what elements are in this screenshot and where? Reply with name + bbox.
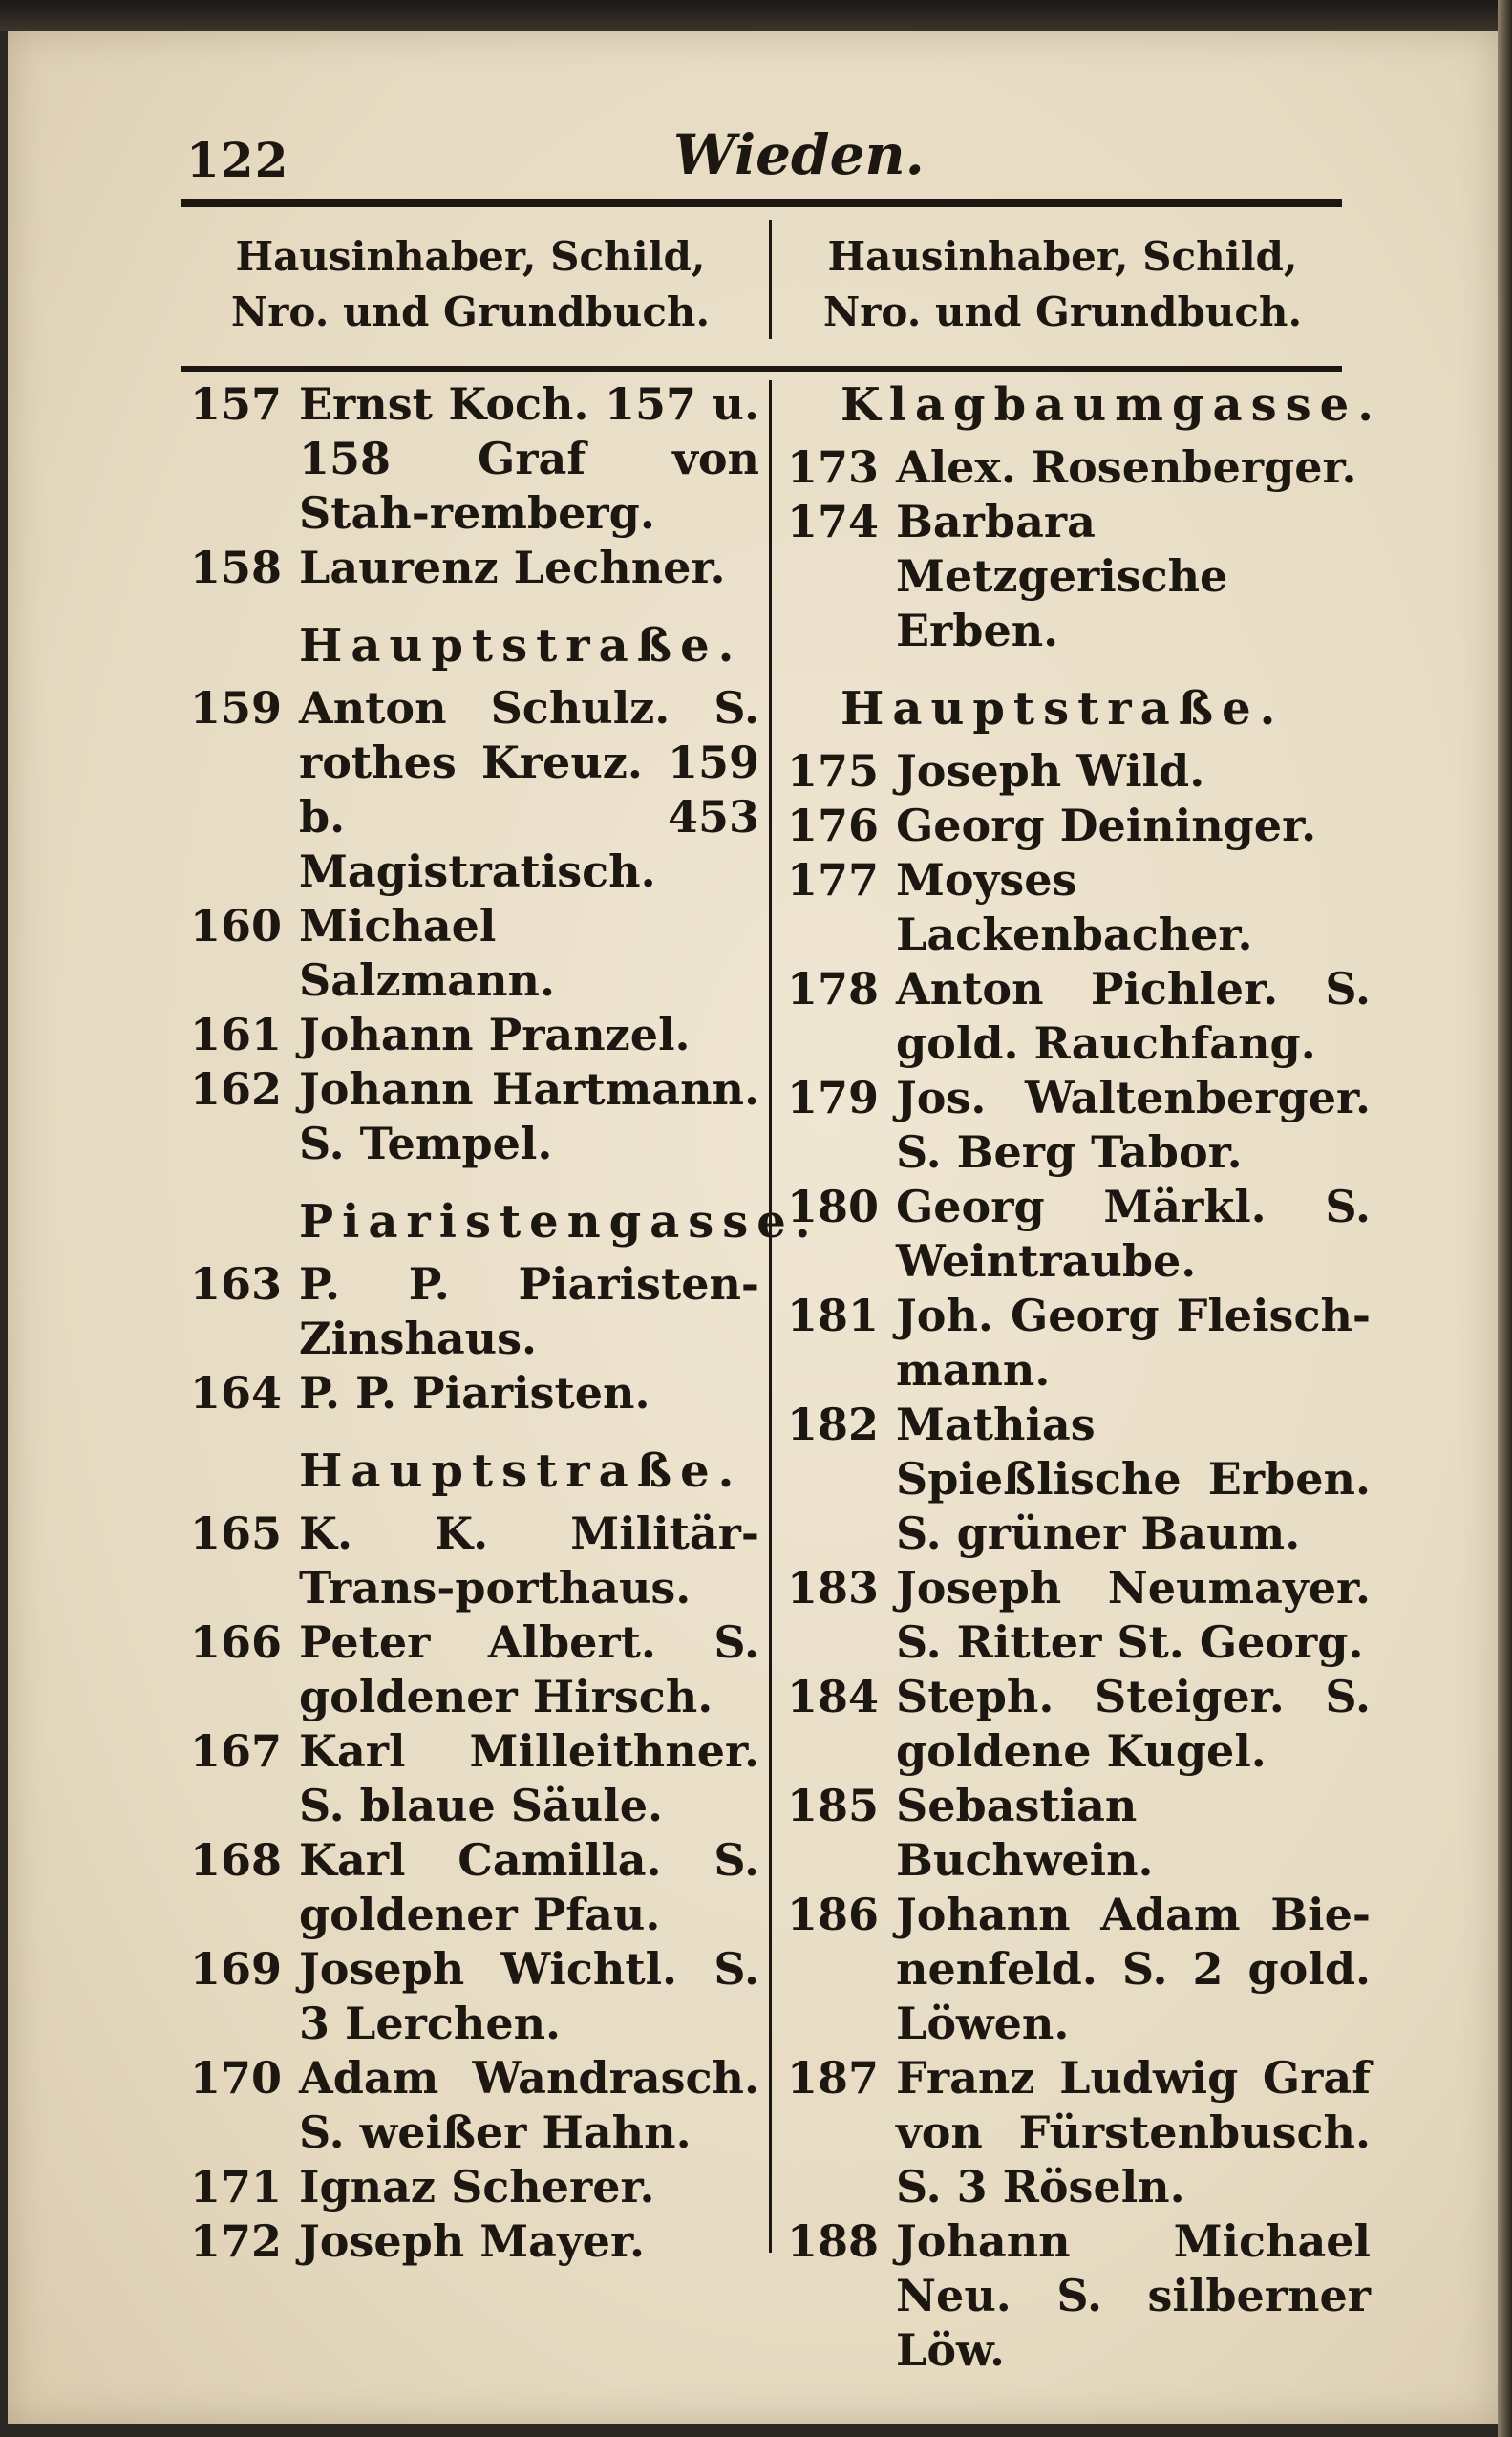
list-item	[186, 2214, 759, 2269]
entry-text: Georg Deininger.	[896, 800, 1317, 851]
entry-text: Joseph Mayer.	[299, 2215, 645, 2267]
entry-text: Alex. Rosenberger.	[896, 441, 1357, 493]
entry-text: P. P. Piaristen-Zinshaus.	[299, 1258, 759, 1364]
house-number: 175	[787, 745, 880, 797]
list-item	[186, 2160, 759, 2214]
house-number: 187	[787, 2052, 880, 2104]
entry-text: Joseph Wichtl. S. 3 Lerchen.	[299, 1943, 759, 2049]
list-item	[186, 377, 759, 541]
top-rule	[181, 199, 1342, 207]
entry-text: Johann Hartmann. S. Tempel.	[299, 1063, 759, 1169]
list-item	[186, 2051, 759, 2160]
entry-text: Barbara Metzgerische Erben.	[896, 496, 1228, 656]
entry-text: Laurenz Lechner.	[299, 542, 726, 593]
list-item	[186, 1507, 759, 1615]
entry-text: Sebastian Buchwein.	[896, 1780, 1154, 1886]
house-number: 162	[190, 1063, 283, 1115]
house-number: 188	[787, 2215, 880, 2267]
house-number: 179	[787, 1072, 880, 1123]
entry-text: P. P. Piaristen.	[299, 1367, 650, 1419]
list-item	[783, 1888, 1371, 2051]
house-number: 174	[787, 496, 880, 547]
list-item	[783, 744, 1371, 799]
entry-text: Joh. Georg Fleisch-mann.	[896, 1290, 1371, 1396]
house-number: 159	[190, 682, 283, 734]
entry-text: Anton Schulz. S. rothes Kreuz. 159 b. 453 Magistratisch.	[299, 682, 759, 897]
entry-text: Peter Albert. S. goldener Hirsch.	[299, 1616, 759, 1722]
entry-text: Joseph Neumayer. S. Ritter St. Georg.	[896, 1562, 1371, 1668]
list-item	[186, 1257, 759, 1366]
house-number: 186	[787, 1889, 880, 1940]
right-column	[783, 377, 1382, 2378]
entry-text: Mathias Spießlische Erben. S. grüner Baum.	[896, 1399, 1371, 1559]
entry-text: Georg Märkl. S. Weintraube.	[896, 1181, 1371, 1287]
list-item	[186, 899, 759, 1008]
list-item	[783, 440, 1371, 495]
list-item	[186, 1062, 759, 1171]
house-number: 161	[190, 1009, 283, 1060]
entry-text: Moyses Lackenbacher.	[896, 854, 1253, 960]
list-item	[783, 1779, 1371, 1888]
list-item	[783, 495, 1371, 658]
entry-text: Ernst Koch. 157 u. 158 Graf von Stah-remberg.	[299, 378, 759, 539]
house-number: 177	[787, 854, 880, 906]
house-number: 185	[787, 1780, 880, 1831]
house-number: 183	[787, 1562, 880, 1614]
list-item	[783, 1289, 1371, 1398]
entry-text: Karl Camilla. S. goldener Pfau.	[299, 1834, 759, 1940]
entry-text: Adam Wandrasch. S. weißer Hahn.	[299, 2052, 759, 2158]
entry-text: Joseph Wild.	[896, 745, 1205, 797]
house-number: 163	[190, 1258, 283, 1310]
column-header-right: Hausinhaber, Schild, Nro. und Grundbuch.	[822, 233, 1303, 335]
house-number: 181	[787, 1290, 880, 1341]
entry-text: Ignaz Scherer.	[299, 2161, 655, 2213]
list-item	[186, 1008, 759, 1062]
section-heading: Hauptstraße.	[299, 1444, 743, 1498]
header-divider	[769, 220, 772, 339]
section-heading: Hauptstraße.	[299, 619, 743, 673]
section-heading: Klagbaumgasse.	[841, 378, 1382, 432]
list-item	[186, 541, 759, 595]
house-number: 182	[787, 1399, 880, 1450]
entry-text: Franz Ludwig Graf von Fürstenbusch. S. 3 Röseln.	[896, 2052, 1371, 2213]
list-item	[783, 1561, 1371, 1670]
column-header-left: Hausinhaber, Schild, Nro. und Grundbuch.	[230, 233, 711, 335]
house-number: 176	[787, 800, 880, 851]
column-divider	[769, 380, 772, 2253]
list-item	[783, 1071, 1371, 1180]
list-item	[186, 1942, 759, 2051]
header-rule	[181, 366, 1342, 372]
list-item	[783, 1180, 1371, 1289]
house-number: 158	[190, 542, 283, 593]
list-item	[783, 2214, 1371, 2378]
entry-text: Karl Milleithner. S. blaue Säule.	[299, 1725, 759, 1831]
house-number: 157	[190, 378, 283, 430]
house-number: 170	[190, 2052, 283, 2104]
list-item	[186, 1366, 759, 1421]
entry-text: K. K. Militär-Trans-porthaus.	[299, 1507, 759, 1614]
list-item	[783, 799, 1371, 853]
house-number: 184	[787, 1671, 880, 1722]
list-item	[186, 1615, 759, 1724]
entry-text: Anton Pichler. S. gold. Rauchfang.	[896, 963, 1371, 1069]
running-head: Wieden.	[673, 122, 925, 187]
section-heading: Hauptstraße.	[841, 682, 1285, 736]
list-item	[186, 1724, 759, 1833]
entry-text: Steph. Steiger. S. goldene Kugel.	[896, 1671, 1371, 1777]
house-number: 167	[190, 1725, 283, 1777]
house-number: 171	[190, 2161, 283, 2213]
list-item	[783, 1398, 1371, 1561]
entry-text: Johann Michael Neu. S. silberner Löw.	[896, 2215, 1371, 2376]
house-number: 166	[190, 1616, 283, 1668]
list-item	[783, 853, 1371, 962]
house-number: 164	[190, 1367, 283, 1419]
list-item	[783, 962, 1371, 1071]
list-item	[783, 2051, 1371, 2214]
page-top-edge	[0, 0, 1512, 31]
left-column	[186, 377, 820, 2269]
page-number: 122	[186, 132, 289, 188]
entry-text: Michael Salzmann.	[299, 900, 556, 1006]
house-number: 165	[190, 1507, 283, 1559]
house-number: 173	[787, 441, 880, 493]
house-number: 172	[190, 2215, 283, 2267]
entry-text: Johann Pranzel.	[299, 1009, 691, 1060]
house-number: 169	[190, 1943, 283, 1995]
entry-text: Jos. Waltenberger. S. Berg Tabor.	[896, 1072, 1371, 1178]
house-number: 178	[787, 963, 880, 1015]
house-number: 180	[787, 1181, 880, 1232]
list-item	[783, 1670, 1371, 1779]
list-item	[186, 681, 759, 899]
house-number: 160	[190, 900, 283, 951]
entry-text: Johann Adam Bie-nenfeld. S. 2 gold. Löwen.	[896, 1889, 1371, 2049]
section-heading: Piaristengasse.	[299, 1195, 820, 1249]
page-right-edge	[1498, 0, 1512, 2437]
house-number: 168	[190, 1834, 283, 1886]
list-item	[186, 1833, 759, 1942]
